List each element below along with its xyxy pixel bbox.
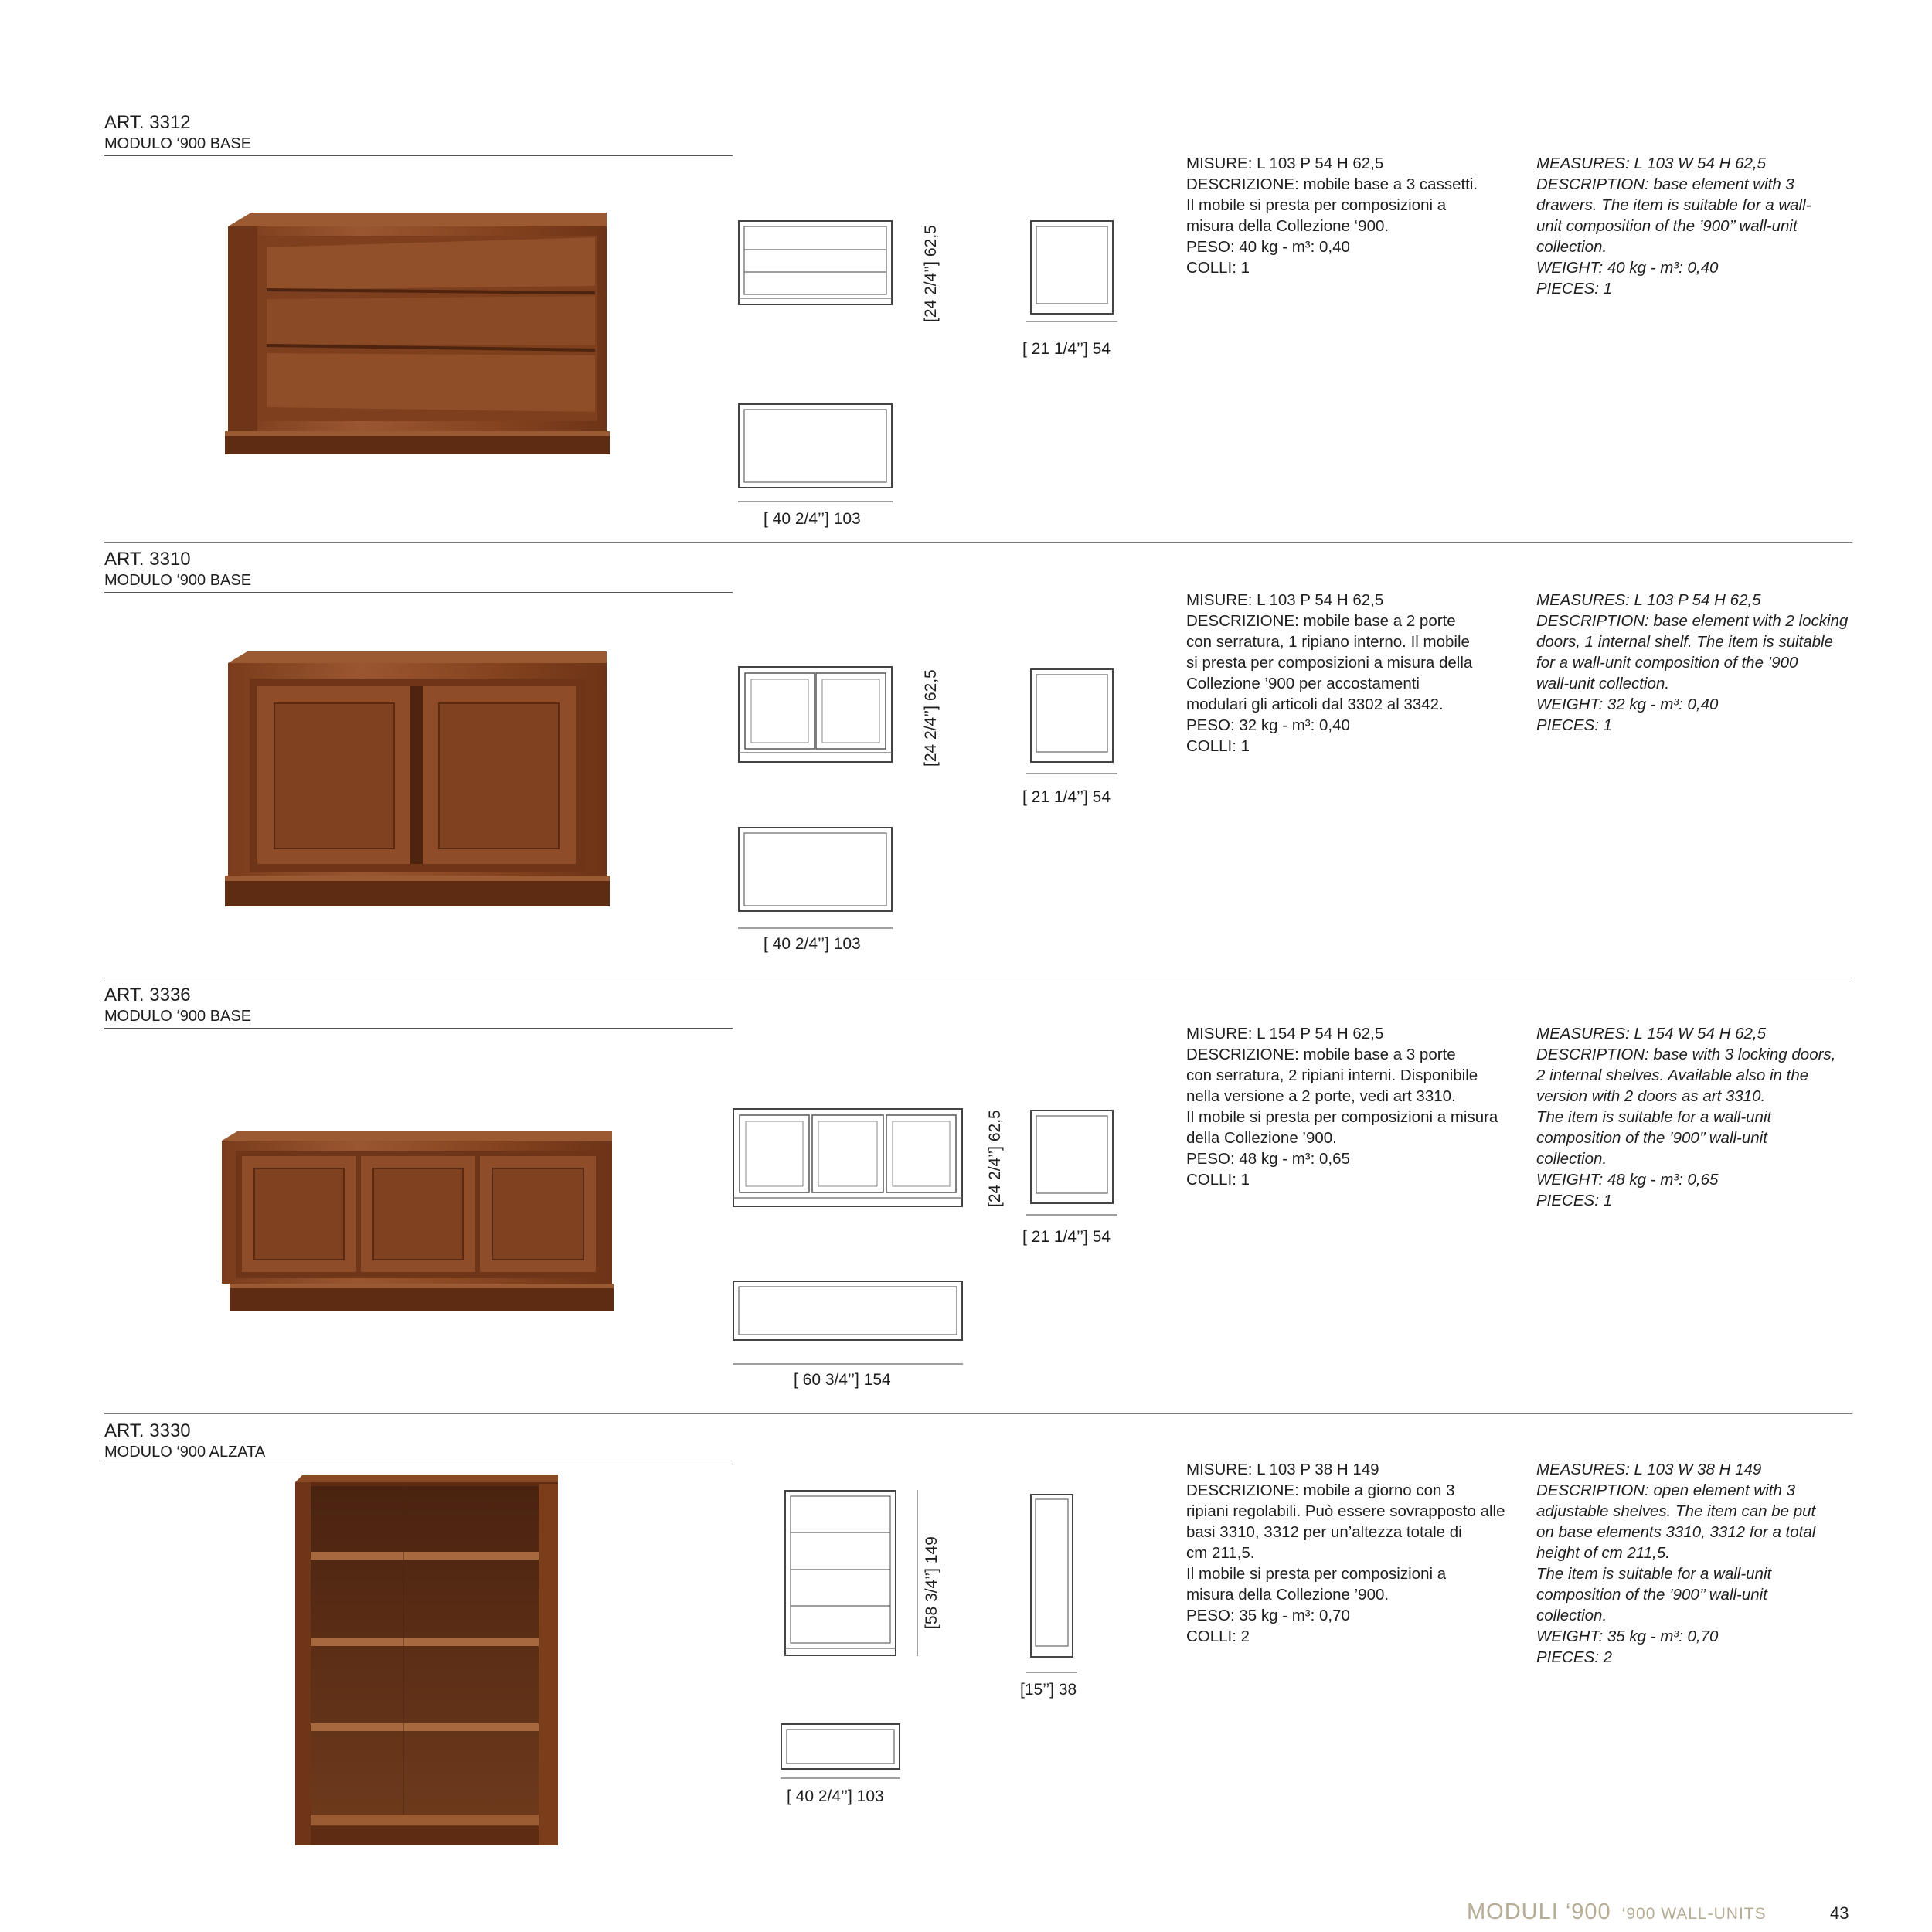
measures-en: MEASURES: L 103 P 54 H 62,5 (1536, 591, 1761, 609)
page-number: 43 (1830, 1903, 1849, 1923)
measures-en: MEASURES: L 103 W 54 H 62,5 (1536, 155, 1767, 172)
section-divider (104, 1413, 1852, 1414)
title-underline (104, 1028, 733, 1029)
height-dimension-line (917, 1490, 918, 1656)
height-dimension: [24 2/4’’] 62,5 (922, 669, 940, 767)
width-dimension: [ 60 3/4’’] 154 (794, 1371, 891, 1389)
description-en: DESCRIPTION: base element with 3 drawers. The item is suitable for a wall- unit composition of the ’900’’ wall-unit collection. (1536, 175, 1811, 256)
width-dimension-line (781, 1777, 900, 1779)
article-number: ART. 3330 (104, 1420, 191, 1441)
title-underline (104, 592, 733, 593)
depth-dimension-line (1026, 1672, 1077, 1673)
article-subtitle: MODULO ‘900 BASE (104, 1008, 252, 1025)
article-number: ART. 3336 (104, 985, 191, 1005)
pieces-en: PIECES: 1 (1536, 280, 1612, 298)
description-it: DESCRIZIONE: mobile a giorno con 3 ripiani regolabili. Può essere sovrapposto alle basi 3310, 3312 per un’altezza totale di cm 211,5. Il mobile si presta per composizioni a misura della Collezione ’900. (1186, 1481, 1505, 1604)
depth-dimension-line (1026, 1214, 1117, 1216)
footer-title (1467, 1900, 1767, 1925)
depth-dimension: [ 21 1/4’’] 54 (1022, 340, 1111, 358)
height-dimension: [24 2/4’’] 62,5 (986, 1110, 1004, 1207)
top-view-drawing (733, 1281, 963, 1341)
measures-it: MISURE: L 103 P 54 H 62,5 (1186, 155, 1384, 172)
width-dimension-line (738, 927, 893, 929)
top-view-drawing (738, 403, 893, 488)
description-english (1536, 590, 1861, 736)
pieces-it: COLLI: 1 (1186, 1171, 1250, 1189)
product-photo-two-doors (228, 651, 614, 914)
description-en: DESCRIPTION: base element with 2 locking doors, 1 internal shelf. The item is suitable for a wall-unit composition of the ’900 wall-unit collection. (1536, 612, 1849, 692)
pieces-it: COLLI: 2 (1186, 1628, 1250, 1645)
weight-it: PESO: 32 kg - m³: 0,40 (1186, 716, 1350, 734)
product-section (0, 112, 1932, 549)
front-view-drawing (733, 1108, 963, 1207)
side-view-drawing (1030, 668, 1114, 763)
pieces-en: PIECES: 2 (1536, 1648, 1612, 1666)
width-dimension: [ 40 2/4’’] 103 (787, 1787, 884, 1805)
weight-en: WEIGHT: 35 kg - m³: 0,70 (1536, 1628, 1719, 1645)
pieces-en: PIECES: 1 (1536, 716, 1612, 734)
weight-en: WEIGHT: 32 kg - m³: 0,40 (1536, 696, 1719, 713)
description-english (1536, 1459, 1861, 1668)
description-en: DESCRIPTION: open element with 3 adjustable shelves. The item can be put on base elements 3310, 3312 for a total height of cm 211,5. The item is suitable for a wall-unit composition of the ’900’’ wall-unit collection. (1536, 1481, 1816, 1624)
side-view-drawing (1030, 1494, 1073, 1658)
measures-it: MISURE: L 154 P 54 H 62,5 (1186, 1025, 1384, 1043)
measures-en: MEASURES: L 154 W 54 H 62,5 (1536, 1025, 1767, 1043)
measures-it: MISURE: L 103 P 38 H 149 (1186, 1461, 1379, 1478)
pieces-it: COLLI: 1 (1186, 259, 1250, 277)
description-italian (1186, 1023, 1519, 1190)
width-dimension-line (733, 1363, 963, 1365)
section-divider (104, 542, 1852, 543)
height-dimension: [24 2/4’’] 62,5 (922, 225, 940, 322)
weight-it: PESO: 35 kg - m³: 0,70 (1186, 1607, 1350, 1624)
weight-en: WEIGHT: 48 kg - m³: 0,65 (1536, 1171, 1719, 1189)
depth-dimension-line (1026, 773, 1117, 774)
title-underline (104, 155, 733, 156)
product-section (0, 549, 1932, 985)
width-dimension-line (738, 501, 893, 502)
product-photo-open-shelving (295, 1475, 560, 1853)
top-view-drawing (781, 1723, 900, 1770)
depth-dimension: [ 21 1/4’’] 54 (1022, 788, 1111, 806)
product-section (0, 1420, 1932, 1853)
footer-collection-subtitle: ‘900 WALL-UNITS (1621, 1905, 1767, 1923)
product-photo-three-doors (222, 1131, 616, 1325)
description-it: DESCRIZIONE: mobile base a 3 cassetti. Il mobile si presta per composizioni a misura della Collezione ‘900. (1186, 175, 1478, 235)
front-view-drawing (738, 220, 893, 305)
weight-it: PESO: 40 kg - m³: 0,40 (1186, 238, 1350, 256)
side-view-drawing (1030, 220, 1114, 315)
article-number: ART. 3310 (104, 549, 191, 570)
article-number: ART. 3312 (104, 112, 191, 133)
side-view-drawing (1030, 1110, 1114, 1204)
pieces-en: PIECES: 1 (1536, 1192, 1612, 1209)
description-it: DESCRIZIONE: mobile base a 3 porte con serratura, 2 ripiani interni. Disponibile nella versione a 2 porte, vedi art 3310. Il mobile si presta per composizioni a misura della Collezione ’900. (1186, 1046, 1498, 1147)
width-dimension: [ 40 2/4’’] 103 (764, 510, 861, 528)
width-dimension: [ 40 2/4’’] 103 (764, 935, 861, 953)
product-section (0, 985, 1932, 1421)
front-view-drawing (784, 1490, 896, 1656)
pieces-it: COLLI: 1 (1186, 737, 1250, 755)
front-view-drawing (738, 666, 893, 763)
measures-en: MEASURES: L 103 W 38 H 149 (1536, 1461, 1762, 1478)
depth-dimension-line (1026, 321, 1117, 322)
description-italian (1186, 590, 1519, 757)
height-dimension: [58 3/4’’] 149 (923, 1536, 940, 1629)
description-italian (1186, 1459, 1519, 1647)
weight-en: WEIGHT: 40 kg - m³: 0,40 (1536, 259, 1719, 277)
weight-it: PESO: 48 kg - m³: 0,65 (1186, 1150, 1350, 1168)
depth-dimension: [15’’] 38 (1020, 1681, 1077, 1699)
description-it: DESCRIZIONE: mobile base a 2 porte con serratura, 1 ripiano interno. Il mobile si presta per composizioni a misura della Collezione ’900 per accostamenti modulari gli articoli dal 3302 al 3342. (1186, 612, 1473, 713)
top-view-drawing (738, 827, 893, 912)
footer-collection-name: MODULI ‘900 (1467, 1900, 1611, 1924)
article-subtitle: MODULO ‘900 BASE (104, 572, 252, 589)
measures-it: MISURE: L 103 P 54 H 62,5 (1186, 591, 1384, 609)
article-subtitle: MODULO ‘900 BASE (104, 135, 252, 152)
description-en: DESCRIPTION: base with 3 locking doors, 2 internal shelves. Available also in the version with 2 doors as art 3310. The item is suitable for a wall-unit composition of the ’900’’ wall-unit collection. (1536, 1046, 1836, 1168)
article-subtitle: MODULO ‘900 ALZATA (104, 1444, 266, 1461)
depth-dimension: [ 21 1/4’’] 54 (1022, 1228, 1111, 1246)
description-english (1536, 1023, 1861, 1211)
description-italian (1186, 153, 1519, 278)
product-photo-drawers (228, 213, 614, 460)
description-english (1536, 153, 1861, 299)
